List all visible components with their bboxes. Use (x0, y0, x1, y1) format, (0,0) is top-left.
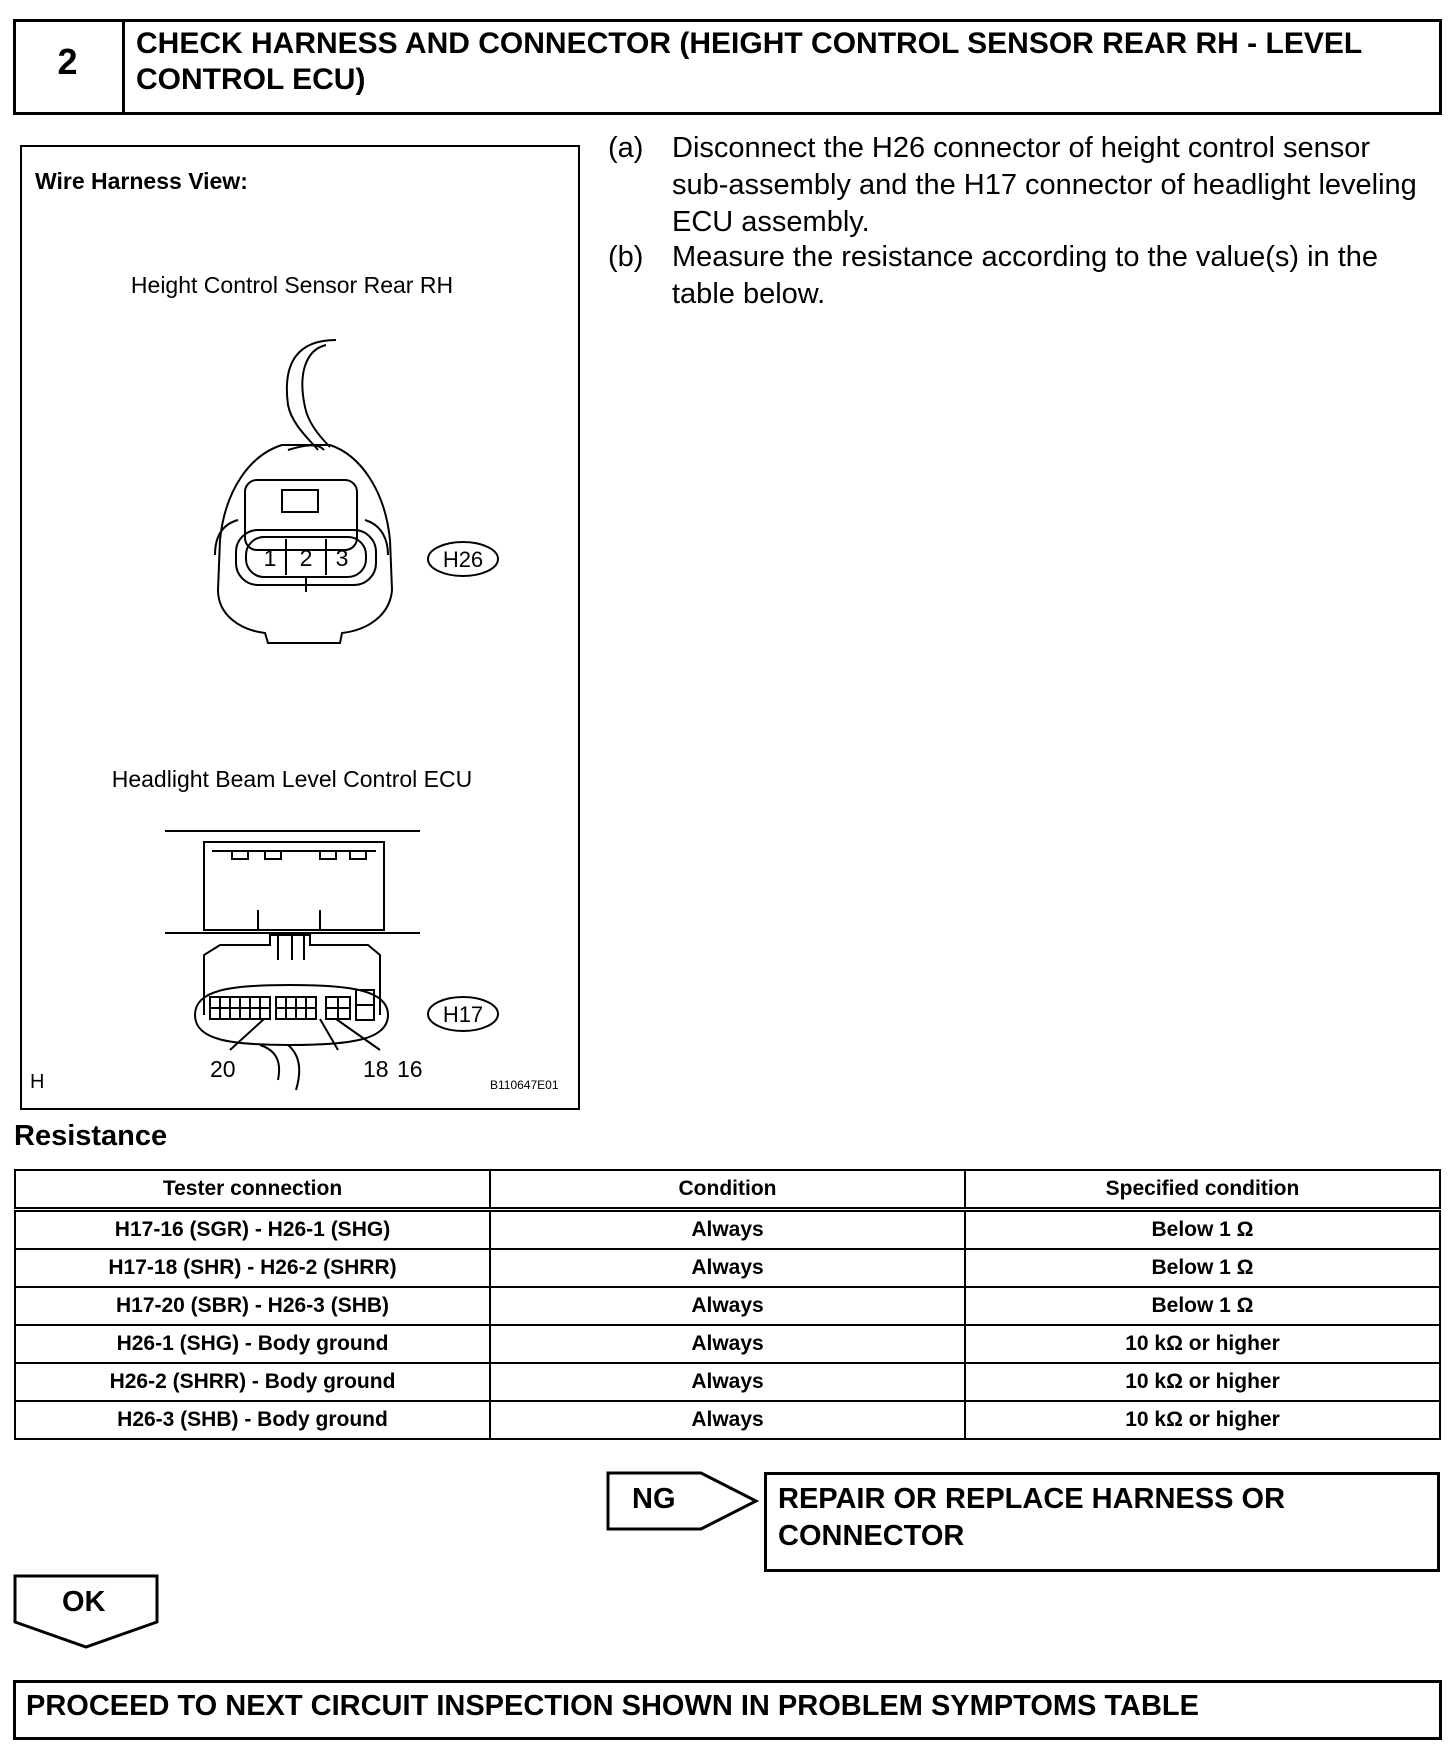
instruction-b-letter: (b) (608, 241, 644, 273)
specified-condition-cell: 10 kΩ or higher (965, 1363, 1440, 1401)
h17-connector-drawing (165, 831, 420, 1090)
condition-cell: Always (490, 1325, 965, 1363)
step-number: 2 (13, 19, 125, 115)
h17-pin-18: 18 (363, 1056, 389, 1082)
table-row (15, 1363, 1440, 1401)
tester-connection-cell: H17-18 (SHR) - H26-2 (SHRR) (15, 1249, 490, 1287)
tester-connection-cell: H17-20 (SBR) - H26-3 (SHB) (15, 1287, 490, 1325)
condition-cell: Always (490, 1401, 965, 1439)
h26-callout-label: H26 (442, 547, 484, 572)
specified-condition-cell: 10 kΩ or higher (965, 1325, 1440, 1363)
instruction-a-text: Disconnect the H26 connector of height control sensor sub-assembly and the H17 connector of headlight leveling ECU assembly. (672, 132, 1417, 238)
resistance-title: Resistance (14, 1120, 168, 1152)
ok-label: OK (62, 1586, 106, 1618)
header-specified-condition: Specified condition (965, 1170, 1440, 1210)
specified-condition-cell: 10 kΩ or higher (965, 1401, 1440, 1439)
condition-cell: Always (490, 1363, 965, 1401)
ng-label: NG (632, 1483, 676, 1515)
header-condition: Condition (490, 1170, 965, 1210)
table-row (15, 1401, 1440, 1439)
h17-pin-16: 16 (397, 1056, 423, 1082)
next-step-text: PROCEED TO NEXT CIRCUIT INSPECTION SHOWN IN PROBLEM SYMPTOMS TABLE (26, 1690, 1199, 1722)
table-row (15, 1249, 1440, 1287)
ng-arrow-shape (606, 1471, 760, 1531)
specified-condition-cell: Below 1 Ω (965, 1287, 1440, 1325)
h26-pin-2: 2 (299, 545, 313, 571)
figure-code: B110647E01 (490, 1078, 559, 1092)
wire-harness-diagram (20, 145, 580, 1110)
header-tester-connection: Tester connection (15, 1170, 490, 1210)
table-row (15, 1210, 1440, 1250)
condition-cell: Always (490, 1249, 965, 1287)
condition-cell: Always (490, 1210, 965, 1250)
table-row (15, 1325, 1440, 1363)
ecu-label: Headlight Beam Level Control ECU (111, 766, 473, 792)
instruction-a-letter: (a) (608, 132, 644, 164)
resistance-table (14, 1169, 1441, 1440)
tester-connection-cell: H26-2 (SHRR) - Body ground (15, 1363, 490, 1401)
h26-connector-drawing (215, 340, 392, 643)
tester-connection-cell: H26-3 (SHB) - Body ground (15, 1401, 490, 1439)
h17-pin-20: 20 (210, 1056, 236, 1082)
table-row (15, 1287, 1440, 1325)
instruction-b-text: Measure the resistance according to the value(s) in the table below. (672, 241, 1379, 310)
wire-harness-view-label: Wire Harness View: (35, 168, 248, 194)
ng-result-text: REPAIR OR REPLACE HARNESS OR CONNECTOR (778, 1483, 1286, 1552)
step-title: CHECK HARNESS AND CONNECTOR (HEIGHT CONTROL SENSOR REAR RH - LEVEL CONTROL ECU) (136, 27, 1363, 96)
specified-condition-cell: Below 1 Ω (965, 1210, 1440, 1250)
specified-condition-cell: Below 1 Ω (965, 1249, 1440, 1287)
tester-connection-cell: H26-1 (SHG) - Body ground (15, 1325, 490, 1363)
figure-corner-letter: H (30, 1071, 45, 1093)
sensor-label: Height Control Sensor Rear RH (130, 272, 454, 298)
table-header-row (15, 1170, 1440, 1210)
tester-connection-cell: H17-16 (SGR) - H26-1 (SHG) (15, 1210, 490, 1250)
h26-pin-1: 1 (263, 545, 277, 571)
h26-pin-3: 3 (335, 545, 349, 571)
condition-cell: Always (490, 1287, 965, 1325)
h17-callout-label: H17 (442, 1002, 484, 1027)
